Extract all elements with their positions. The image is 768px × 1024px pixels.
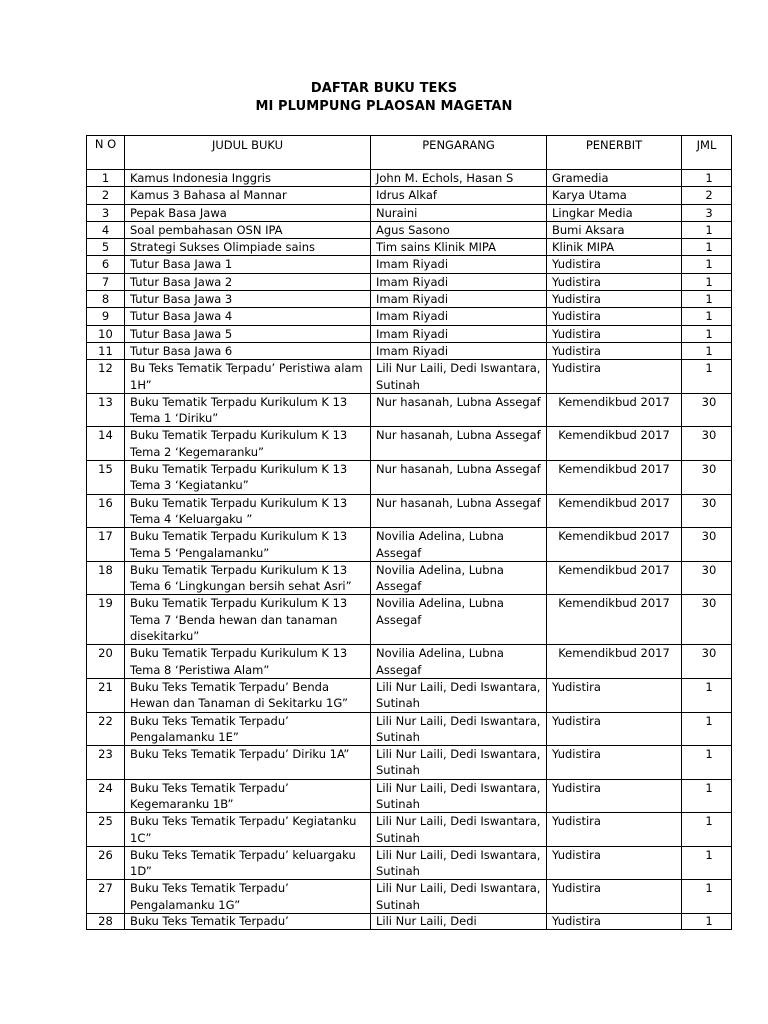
cell-no: 1 [87, 170, 125, 187]
cell-qty: 30 [682, 393, 732, 427]
cell-publisher: Karya Utama [547, 187, 682, 204]
cell-qty: 1 [682, 914, 732, 930]
cell-no: 9 [87, 308, 125, 325]
cell-qty: 30 [682, 494, 732, 528]
cell-publisher: Kemendikbud 2017 [547, 645, 682, 679]
cell-no: 8 [87, 291, 125, 308]
cell-publisher: Yudistira [547, 712, 682, 746]
table-row [87, 813, 732, 847]
cell-publisher: Yudistira [547, 273, 682, 290]
cell-no: 17 [87, 528, 125, 562]
table-row [87, 427, 732, 461]
document-subtitle: MI PLUMPUNG PLAOSAN MAGETAN [255, 99, 513, 114]
cell-no: 3 [87, 204, 125, 221]
cell-qty: 1 [682, 239, 732, 256]
cell-author: Imam Riyadi [371, 291, 547, 308]
cell-publisher: Yudistira [547, 342, 682, 359]
cell-author: John M. Echols, Hasan S [371, 170, 547, 187]
cell-publisher: Yudistira [547, 813, 682, 847]
cell-qty: 1 [682, 291, 732, 308]
cell-title: Buku Tematik Terpadu Kurikulum K 13 Tema 6 ‘Lingkungan bersih sehat Asri” [125, 561, 371, 595]
cell-author: Idrus Alkaf [371, 187, 547, 204]
cell-title: Bu Teks Tematik Terpadu’ Peristiwa alam 1H” [125, 360, 371, 394]
cell-author: Imam Riyadi [371, 273, 547, 290]
cell-qty: 1 [682, 342, 732, 359]
table-row [87, 746, 732, 780]
table-row [87, 528, 732, 562]
cell-title: Tutur Basa Jawa 3 [125, 291, 371, 308]
cell-title: Buku Teks Tematik Terpadu’ Pengalamanku 1G” [125, 880, 371, 914]
cell-qty: 1 [682, 308, 732, 325]
cell-publisher: Yudistira [547, 914, 682, 930]
cell-author: Tim sains Klinik MIPA [371, 239, 547, 256]
cell-no: 12 [87, 360, 125, 394]
cell-title: Pepak Basa Jawa [125, 204, 371, 221]
cell-qty: 1 [682, 256, 732, 273]
cell-author: Lili Nur Laili, Dedi Iswantara, Sutinah [371, 880, 547, 914]
cell-no: 21 [87, 678, 125, 712]
table-row [87, 291, 732, 308]
cell-qty: 1 [682, 360, 732, 394]
header-no: N O [87, 136, 125, 170]
table-row [87, 360, 732, 394]
cell-qty: 1 [682, 746, 732, 780]
cell-title: Buku Tematik Terpadu Kurikulum K 13 Tema 3 ‘Kegiatanku” [125, 461, 371, 495]
cell-author: Agus Sasono [371, 221, 547, 238]
header-publisher: PENERBIT [547, 136, 682, 170]
document-title: DAFTAR BUKU TEKS [310, 81, 458, 96]
table-row [87, 561, 732, 595]
cell-author: Imam Riyadi [371, 256, 547, 273]
cell-qty: 1 [682, 273, 732, 290]
table-row [87, 170, 732, 187]
cell-qty: 1 [682, 221, 732, 238]
header-author: PENGARANG [371, 136, 547, 170]
cell-publisher: Klinik MIPA [547, 239, 682, 256]
cell-author: Novilia Adelina, Lubna Assegaf [371, 595, 547, 645]
cell-publisher: Kemendikbud 2017 [547, 427, 682, 461]
cell-no: 14 [87, 427, 125, 461]
cell-title: Soal pembahasan OSN IPA [125, 221, 371, 238]
cell-author: Nur hasanah, Lubna Assegaf [371, 427, 547, 461]
cell-title: Buku Teks Tematik Terpadu’ keluargaku 1D” [125, 846, 371, 880]
table-row [87, 595, 732, 645]
cell-no: 19 [87, 595, 125, 645]
cell-no: 22 [87, 712, 125, 746]
cell-title: Tutur Basa Jawa 1 [125, 256, 371, 273]
header-title: JUDUL BUKU [125, 136, 371, 170]
table-row [87, 393, 732, 427]
table-row [87, 779, 732, 813]
cell-no: 23 [87, 746, 125, 780]
cell-no: 13 [87, 393, 125, 427]
cell-author: Lili Nur Laili, Dedi [371, 914, 547, 930]
cell-publisher: Yudistira [547, 360, 682, 394]
cell-title: Tutur Basa Jawa 6 [125, 342, 371, 359]
table-row [87, 204, 732, 221]
cell-no: 26 [87, 846, 125, 880]
cell-author: Imam Riyadi [371, 342, 547, 359]
cell-no: 11 [87, 342, 125, 359]
table-row [87, 239, 732, 256]
cell-title: Buku Teks Tematik Terpadu’ Kegemaranku 1B” [125, 779, 371, 813]
table-row [87, 256, 732, 273]
cell-qty: 30 [682, 461, 732, 495]
cell-no: 15 [87, 461, 125, 495]
cell-qty: 30 [682, 528, 732, 562]
cell-author: Lili Nur Laili, Dedi Iswantara, Sutinah [371, 779, 547, 813]
cell-author: Nur hasanah, Lubna Assegaf [371, 494, 547, 528]
cell-publisher: Kemendikbud 2017 [547, 461, 682, 495]
cell-publisher: Yudistira [547, 308, 682, 325]
cell-title: Kamus 3 Bahasa al Mannar [125, 187, 371, 204]
table-row [87, 308, 732, 325]
cell-title: Buku Tematik Terpadu Kurikulum K 13 Tema 8 ‘Peristiwa Alam” [125, 645, 371, 679]
cell-title: Buku Tematik Terpadu Kurikulum K 13 Tema 1 ‘Diriku” [125, 393, 371, 427]
cell-no: 10 [87, 325, 125, 342]
cell-qty: 30 [682, 427, 732, 461]
cell-qty: 30 [682, 595, 732, 645]
cell-qty: 1 [682, 846, 732, 880]
cell-title: Buku Teks Tematik Terpadu’ [125, 914, 371, 930]
cell-qty: 3 [682, 204, 732, 221]
cell-author: Lili Nur Laili, Dedi Iswantara, Sutinah [371, 846, 547, 880]
cell-publisher: Bumi Aksara [547, 221, 682, 238]
cell-author: Lili Nur Laili, Dedi Iswantara, Sutinah [371, 746, 547, 780]
table-row [87, 461, 732, 495]
cell-author: Nuraini [371, 204, 547, 221]
cell-author: Nur hasanah, Lubna Assegaf [371, 393, 547, 427]
cell-title: Tutur Basa Jawa 2 [125, 273, 371, 290]
cell-author: Novilia Adelina, Lubna Assegaf [371, 561, 547, 595]
table-row [87, 914, 732, 930]
cell-no: 7 [87, 273, 125, 290]
cell-author: Lili Nur Laili, Dedi Iswantara, Sutinah [371, 712, 547, 746]
cell-publisher: Yudistira [547, 779, 682, 813]
cell-qty: 1 [682, 325, 732, 342]
cell-publisher: Yudistira [547, 846, 682, 880]
cell-author: Lili Nur Laili, Dedi Iswantara, Sutinah [371, 678, 547, 712]
cell-author: Nur hasanah, Lubna Assegaf [371, 461, 547, 495]
cell-no: 4 [87, 221, 125, 238]
cell-author: Imam Riyadi [371, 308, 547, 325]
cell-author: Novilia Adelina, Lubna Assegaf [371, 528, 547, 562]
table-header-row [87, 136, 732, 170]
cell-no: 6 [87, 256, 125, 273]
table-body [87, 170, 732, 930]
cell-title: Buku Teks Tematik Terpadu’ Pengalamanku 1E” [125, 712, 371, 746]
cell-publisher: Yudistira [547, 880, 682, 914]
table-row [87, 712, 732, 746]
cell-title: Buku Tematik Terpadu Kurikulum K 13 Tema 7 ‘Benda hewan dan tanaman disekitarku” [125, 595, 371, 645]
table-row [87, 273, 732, 290]
book-list-table [86, 135, 732, 930]
cell-no: 20 [87, 645, 125, 679]
cell-qty: 1 [682, 779, 732, 813]
cell-qty: 1 [682, 712, 732, 746]
cell-author: Imam Riyadi [371, 325, 547, 342]
cell-publisher: Yudistira [547, 325, 682, 342]
table-row [87, 846, 732, 880]
cell-author: Novilia Adelina, Lubna Assegaf [371, 645, 547, 679]
cell-title: Buku Teks Tematik Terpadu’ Benda Hewan dan Tanaman di Sekitarku 1G” [125, 678, 371, 712]
table-row [87, 645, 732, 679]
cell-publisher: Kemendikbud 2017 [547, 528, 682, 562]
cell-title: Kamus Indonesia Inggris [125, 170, 371, 187]
table-row [87, 494, 732, 528]
cell-publisher: Kemendikbud 2017 [547, 561, 682, 595]
table-row [87, 678, 732, 712]
cell-qty: 1 [682, 880, 732, 914]
cell-publisher: Lingkar Media [547, 204, 682, 221]
cell-publisher: Yudistira [547, 291, 682, 308]
table-row [87, 325, 732, 342]
cell-publisher: Kemendikbud 2017 [547, 494, 682, 528]
cell-qty: 1 [682, 813, 732, 847]
cell-no: 24 [87, 779, 125, 813]
table-row [87, 221, 732, 238]
cell-title: Tutur Basa Jawa 5 [125, 325, 371, 342]
cell-publisher: Yudistira [547, 678, 682, 712]
cell-title: Buku Tematik Terpadu Kurikulum K 13 Tema 5 ‘Pengalamanku” [125, 528, 371, 562]
cell-no: 16 [87, 494, 125, 528]
table-row [87, 187, 732, 204]
cell-no: 25 [87, 813, 125, 847]
cell-no: 2 [87, 187, 125, 204]
cell-publisher: Kemendikbud 2017 [547, 595, 682, 645]
cell-qty: 30 [682, 561, 732, 595]
cell-title: Buku Teks Tematik Terpadu’ Kegiatanku 1C” [125, 813, 371, 847]
table-row [87, 342, 732, 359]
cell-publisher: Kemendikbud 2017 [547, 393, 682, 427]
cell-publisher: Yudistira [547, 746, 682, 780]
cell-no: 28 [87, 914, 125, 930]
cell-publisher: Yudistira [547, 256, 682, 273]
cell-qty: 1 [682, 678, 732, 712]
cell-title: Tutur Basa Jawa 4 [125, 308, 371, 325]
cell-publisher: Gramedia [547, 170, 682, 187]
cell-no: 27 [87, 880, 125, 914]
cell-qty: 2 [682, 187, 732, 204]
cell-qty: 30 [682, 645, 732, 679]
table-row [87, 880, 732, 914]
cell-title: Buku Teks Tematik Terpadu’ Diriku 1A” [125, 746, 371, 780]
cell-title: Strategi Sukses Olimpiade sains [125, 239, 371, 256]
cell-title: Buku Tematik Terpadu Kurikulum K 13 Tema 4 ‘Keluargaku ” [125, 494, 371, 528]
cell-title: Buku Tematik Terpadu Kurikulum K 13 Tema 2 ‘Kegemaranku” [125, 427, 371, 461]
header-qty: JML [682, 136, 732, 170]
cell-author: Lili Nur Laili, Dedi Iswantara, Sutinah [371, 813, 547, 847]
cell-author: Lili Nur Laili, Dedi Iswantara, Sutinah [371, 360, 547, 394]
cell-no: 18 [87, 561, 125, 595]
cell-no: 5 [87, 239, 125, 256]
cell-qty: 1 [682, 170, 732, 187]
